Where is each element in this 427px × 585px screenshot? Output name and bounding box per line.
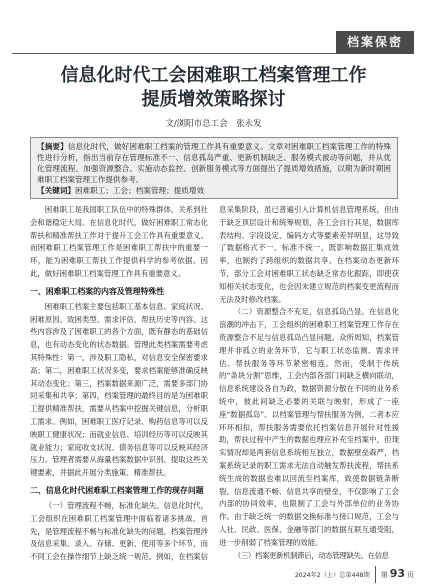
column-tag: 档案保密 xyxy=(336,31,414,54)
section-1-heading: 一、困难职工档案的内容及管理特殊性 xyxy=(30,286,165,296)
article-title-line-1: 信息化时代工会困难职工档案管理工作 xyxy=(60,65,367,86)
author-byline: 文/浏阳市总工会 张永发 xyxy=(165,119,262,129)
body-column-left xyxy=(30,204,208,564)
page-number-box xyxy=(375,566,414,583)
keywords-label: 【关键词】 xyxy=(37,186,75,195)
abstract-box xyxy=(30,137,398,199)
article-title xyxy=(16,64,411,112)
page-suffix: 页 xyxy=(407,570,414,579)
abstract-text: 信息化时代，做好困难职工档案的管理工作具有重要意义。文章对困难职工档案管理工作的特殊性进行分析，指出当前存在管理标准不一、信息孤岛严重、更新机制缺乏、服务模式被动等问题，并从优化管理流程、加强资源整合、实施动态监控、创新服务模式等方面提出了提质增效措施，以期为新时期困难职工档案管理工作提供参考。 xyxy=(37,142,392,184)
section-2-paragraph-1-part-1: （一）管理流程不畅，标准化缺失。信息化时代，工会组织在困难职工档案管理中面临着诸多挑战。首先，是管理流程不畅与标准化缺失的问题。档案管理涉及信息采集、录入、存储、更新、使用等多个环节，而不同工会在操作细节上缺乏统一规范。例如，在档案信 xyxy=(30,500,208,562)
abstract-label: 【摘要】 xyxy=(37,142,68,151)
header-rule xyxy=(12,53,336,54)
keywords xyxy=(37,185,391,196)
section-1-paragraph: 困难职工档案主要包括职工基本信息、家庭状况、困难原因、致困类型、需求评估、帮扶历史等内容。这些内容涉及了困难职工的各个方面，既有静态的基础信息，也有动态变化的状态数据。管理此类档案需要考虑其特殊性：第一，涉及职工隐私，对信息安全保密要求高；第二，困难职工状况多变，要求档案能够准确反映其动态变化；第三，档案数据来源广泛，需要多部门协同采集和共享；第四，档案管理的最终目的是为困难职工提供精准帮扶，需要从档案中挖掘关键信息，分析职工需求。例如，困难职工医疗记录、购药信息等可以反映职工健康状况；而就业信息、培训经历等可以反映其就业能力；家庭收支状况、债务信息等可以反映其经济压力。管理者需要从海量档案数据中识别、提取这些关键要素，并据此开展分类施策、精准帮扶。 xyxy=(30,301,208,478)
issue-info: 2024年2（上）总第448期 xyxy=(294,571,370,579)
body-column-right xyxy=(219,204,399,564)
page-footer xyxy=(280,566,414,582)
intro-paragraph: 困难职工是我国职工队伍中的特殊群体，关系到社会和谐稳定大局。在信息化时代，做好困难职工常态化帮扶和精准帮扶工作对于提升工会工作具有重要意义。而困难职工档案管理工作是困难职工帮扶中的重要一环，能为困难职工帮扶工作提供科学的参考依据。因此，做好困难职工档案管理工作具有重要意义。 xyxy=(30,205,208,278)
section-2-heading: 二、信息化时代困难职工档案管理工作的现存问题 xyxy=(30,485,204,495)
section-2-paragraph-2: （二）资源整合不充足，信息孤岛凸显。在信息化浪潮的冲击下，工会组织的困难职工档案管理工作存在资源整合不足与信息孤岛凸显问题。众所周知，档案管理并非孤立的业务环节，它与职工状态监测、需求评估、帮扶服务等环节紧密相连。然而，受制于传统的“条块分割”思维，工会内部各部门间缺乏横向联动，信息系统建设各自为政，数据资源分散在不同的业务系统中，彼此间缺乏必要的关联与映射，形成了一座座“数据孤岛”。以档案管理与帮扶服务为例，二者本应环环相扣，帮扶服务需要依托档案信息开展针对性援助，帮扶过程中产生的数据也理应补充至档案中，但现实情况却是两套信息系统相互独立，数据壁垒森严，档案系统记录的职工需求无法自动触发帮扶流程，帮扶系统生成的数据也难以回流至档案库，致使数据链条断裂。信息流通不畅、信息共享的壁垒，不仅影响了工会内部的协同效率，也限制了工会与外部单位的业务协作。由于缺乏统一的数据交换标准与接口规范，工会与人社、民政、医保、金融等部门的数据互联互通受阻，进一步削弱了档案管理的效能。 xyxy=(219,307,399,547)
page-number: 93 xyxy=(389,566,405,580)
abstract xyxy=(37,141,391,185)
page-prefix: 第 xyxy=(380,570,388,579)
article-title-line-2: 提质增效策略探讨 xyxy=(141,89,286,110)
section-2-paragraph-1-part-2: 息采集阶段，虽已普遍引入计算机信息管理系统，但由于缺乏顶层设计和统筹规划，各工会自行其是，数据库表结构、字段设定、编码方式等要素差异明显，这导致了数据格式不一、标准不统一，既影响数据汇集成效率，也制约了跨组织的数据共享。在档案动态更新环节，部分工会对困难职工状态缺乏常态化跟踪，即使获知相关状态变化，也会因未建立规范的档案变更流程而无法及时修改档案。 xyxy=(219,205,399,304)
keywords-text: 困难职工；工会；档案管理；提质增效 xyxy=(74,186,205,195)
section-2-paragraph-3-start: （三）档案更新机制滞后，动态管理缺失。在信息 xyxy=(233,550,389,560)
